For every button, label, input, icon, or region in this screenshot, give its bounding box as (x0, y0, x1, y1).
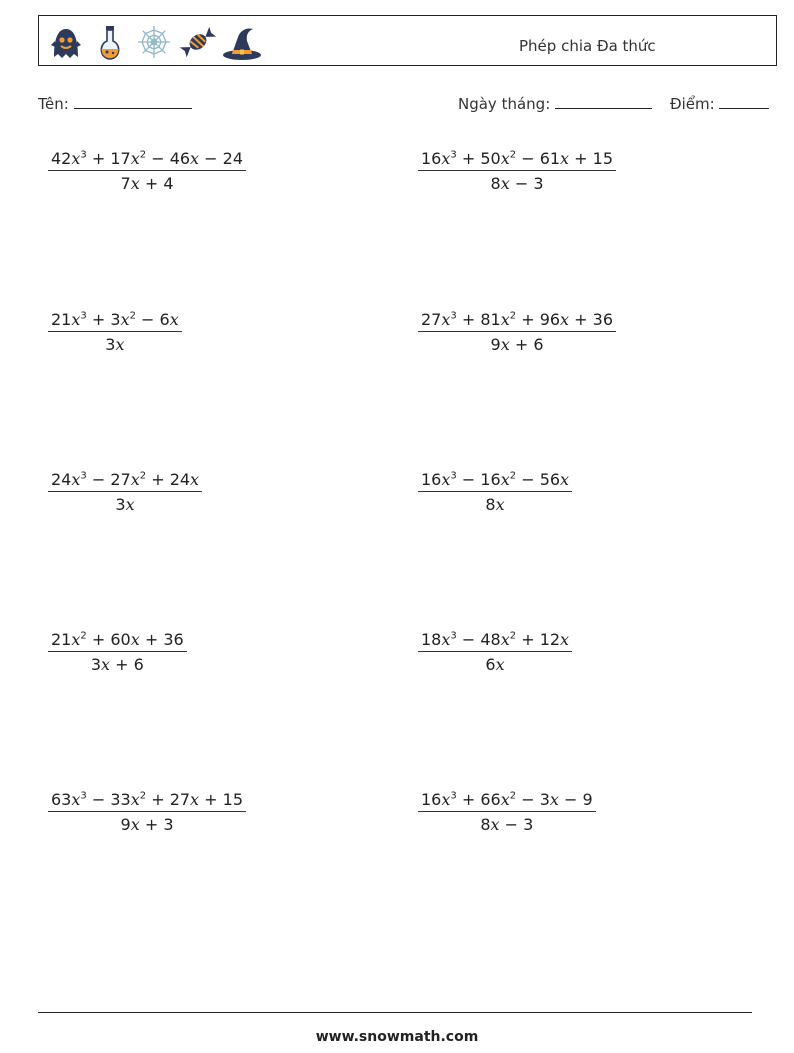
denominator: 8x − 3 (480, 815, 534, 834)
denominator: 8x (485, 495, 505, 514)
problem-5 (48, 470, 202, 514)
fraction (418, 470, 572, 514)
denominator: 3x + 6 (90, 655, 144, 674)
numerator: $16x^3 + 50x^2 - 61x + 15$ (418, 149, 616, 171)
problem-9 (48, 790, 246, 834)
problem-8 (418, 630, 572, 674)
numerator: $16x^3 + 66x^2 - 3x - 9$ (418, 790, 596, 812)
spiderweb-icon (133, 21, 175, 63)
numerator: $42x^3 + 17x^2 - 46x - 24$ (48, 149, 246, 171)
fraction (48, 149, 246, 193)
name-field[interactable] (38, 94, 192, 113)
name-label: Tên: (38, 95, 69, 113)
numerator: $63x^3 - 33x^2 + 27x + 15$ (48, 790, 246, 812)
date-field[interactable] (458, 94, 652, 113)
problem-4 (418, 310, 616, 354)
fraction (418, 310, 616, 354)
date-label: Ngày tháng: (458, 95, 551, 113)
footer-divider (38, 1012, 752, 1013)
denominator: 7x + 4 (120, 174, 174, 193)
problem-1 (48, 149, 246, 193)
fraction (418, 149, 616, 193)
candy-icon (177, 21, 219, 63)
problem-7 (48, 630, 187, 674)
footer-url[interactable]: www.snowmath.com (315, 1029, 479, 1045)
score-blank[interactable] (719, 94, 769, 109)
denominator: 9x + 3 (120, 815, 174, 834)
denominator: 8x − 3 (490, 174, 544, 193)
denominator: 6x (485, 655, 505, 674)
date-blank[interactable] (555, 94, 652, 109)
score-field[interactable] (670, 94, 769, 113)
numerator: $18x^3 - 48x^2 + 12x$ (418, 630, 572, 652)
ghost-icon (45, 21, 87, 63)
problem-2 (418, 149, 616, 193)
numerator: $27x^3 + 81x^2 + 96x + 36$ (418, 310, 616, 332)
witch-hat-icon (221, 21, 263, 63)
name-blank[interactable] (74, 94, 192, 109)
denominator: 3x (105, 335, 125, 354)
fraction (48, 630, 187, 674)
fraction (418, 630, 572, 674)
potion-icon (89, 21, 131, 63)
fraction (418, 790, 596, 834)
fraction (48, 790, 246, 834)
problem-10 (418, 790, 596, 834)
header-box (38, 15, 777, 66)
score-label: Điểm: (670, 95, 715, 113)
numerator: $16x^3 - 16x^2 - 56x$ (418, 470, 572, 492)
denominator: 9x + 6 (490, 335, 544, 354)
numerator: $24x^3 - 27x^2 + 24x$ (48, 470, 202, 492)
problem-3 (48, 310, 182, 354)
icon-row (45, 21, 263, 63)
numerator: $21x^3 + 3x^2 - 6x$ (48, 310, 182, 332)
denominator: 3x (115, 495, 135, 514)
worksheet-title: Phép chia Đa thức (519, 37, 656, 55)
fraction (48, 470, 202, 514)
problem-6 (418, 470, 572, 514)
numerator: $21x^2 + 60x + 36$ (48, 630, 187, 652)
fraction (48, 310, 182, 354)
